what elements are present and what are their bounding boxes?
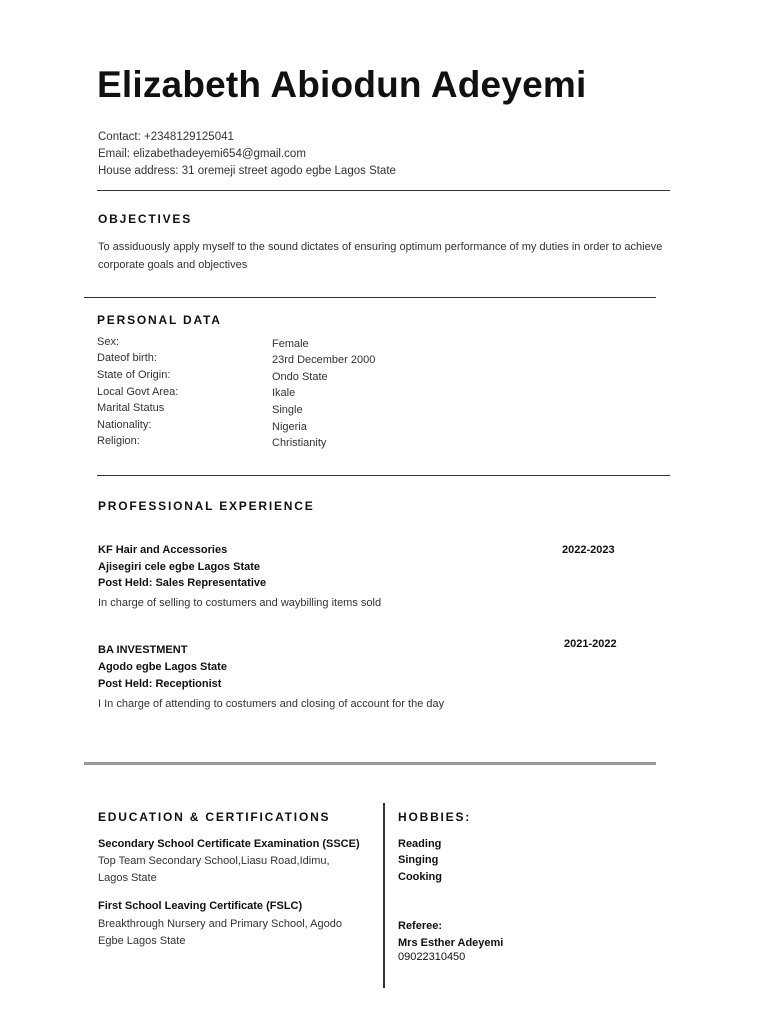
hobby-item: Cooking [398, 871, 442, 883]
divider [97, 190, 670, 191]
personal-label: Local Govt Area: [97, 386, 179, 398]
personal-data-heading: PERSONAL DATA [97, 313, 222, 327]
column-divider [383, 803, 385, 988]
objectives-heading: OBJECTIVES [98, 212, 193, 226]
education-line: Top Team Secondary School,Liasu Road,Idimu, [98, 855, 330, 867]
personal-value: Ondo State [272, 371, 328, 383]
personal-label: Sex: [97, 336, 120, 348]
contact-email: Email: elizabethadeyemi654@gmail.com [98, 148, 306, 160]
personal-value: Single [272, 404, 303, 416]
job-description: I In charge of attending to costumers and closing of account for the day [98, 698, 445, 710]
referee-name: Mrs Esther Adeyemi [398, 937, 504, 949]
job-description: In charge of selling to costumers and waybilling items sold [98, 597, 382, 609]
education-heading: EDUCATION & CERTIFICATIONS [98, 810, 331, 824]
personal-value: Nigeria [272, 421, 307, 433]
referee-phone: 09022310450 [398, 951, 466, 963]
divider [84, 762, 656, 765]
job-location: Ajisegiri cele egbe Lagos State [98, 561, 261, 573]
personal-value: 23rd December 2000 [272, 354, 376, 366]
contact-address: House address: 31 oremeji street agodo egbe Lagos State [98, 165, 396, 177]
education-title: Secondary School Certificate Examination (SSCE) [98, 838, 360, 850]
job-post: Post Held: Receptionist [98, 678, 222, 690]
hobbies-heading: HOBBIES: [398, 810, 472, 824]
job-company: BA INVESTMENT [98, 644, 188, 656]
objectives-text: To assiduously apply myself to the sound dictates of ensuring optimum performance of my duties in order to achieve corporate goals and objectives [98, 241, 663, 271]
personal-value: Female [272, 338, 309, 350]
personal-label: Religion: [97, 435, 140, 447]
candidate-name: Elizabeth Abiodun Adeyemi [97, 64, 587, 105]
education-line: Lagos State [98, 872, 157, 884]
education-title: First School Leaving Certificate (FSLC) [98, 900, 303, 912]
personal-label: State of Origin: [97, 369, 171, 381]
hobby-item: Singing [398, 854, 439, 866]
divider [84, 297, 656, 298]
personal-value: Ikale [272, 387, 296, 399]
contact-phone: Contact: +2348129125041 [98, 131, 234, 143]
experience-heading: PROFESSIONAL EXPERIENCE [98, 499, 315, 513]
education-line: Breakthrough Nursery and Primary School, Agodo [98, 918, 342, 930]
job-company: KF Hair and Accessories [98, 544, 228, 556]
personal-label: Nationality: [97, 419, 152, 431]
job-years: 2021-2022 [564, 638, 617, 650]
personal-label: Marital Status [97, 402, 165, 414]
hobby-item: Reading [398, 838, 442, 850]
job-post: Post Held: Sales Representative [98, 577, 267, 589]
personal-label: Dateof birth: [97, 352, 157, 364]
personal-value: Christianity [272, 437, 327, 449]
education-line: Egbe Lagos State [98, 935, 186, 947]
job-years: 2022-2023 [562, 544, 615, 556]
job-location: Agodo egbe Lagos State [98, 661, 227, 673]
divider [97, 475, 670, 476]
referee-label: Referee: [398, 920, 443, 932]
